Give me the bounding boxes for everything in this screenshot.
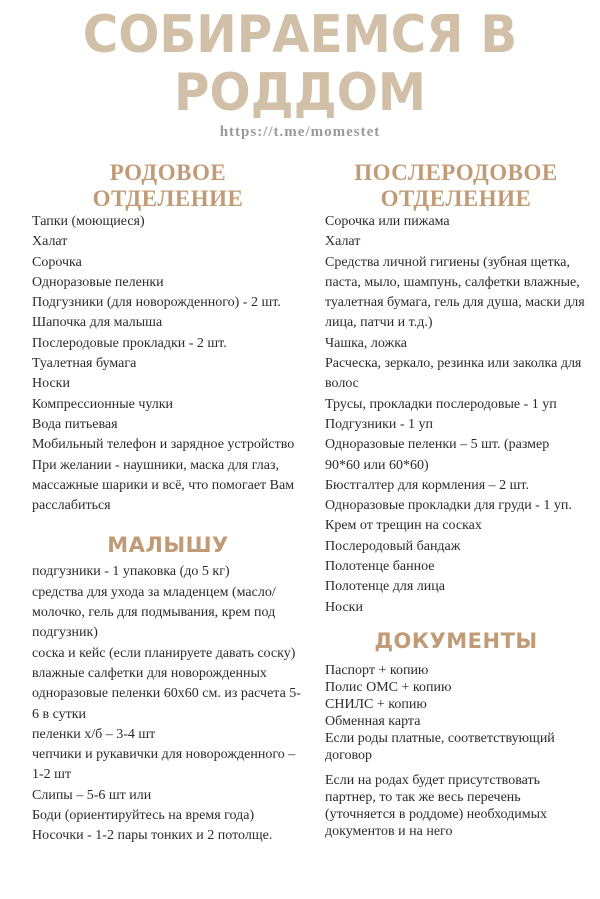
list-item: Халат xyxy=(32,234,68,250)
list-item: Носки xyxy=(32,376,70,392)
list-item: Вода питьевая xyxy=(32,416,118,432)
list-item: Если роды платные, соответствующий договор xyxy=(325,730,555,763)
list-item: Халат xyxy=(325,234,361,250)
list-item: Носочки - 1-2 пары тонких и 2 потолще. xyxy=(32,828,273,844)
labor-ward-list xyxy=(32,212,304,516)
list-item: Чашка, ложка xyxy=(325,335,408,351)
list-item: Послеродовый бандаж xyxy=(325,538,461,554)
list-item: соска и кейс (если планируете давать соску) xyxy=(32,645,296,661)
list-item: Паспорт + копию xyxy=(325,662,429,678)
baby-list xyxy=(32,562,304,846)
list-item: влажные салфетки для новорожденных xyxy=(32,665,267,681)
telegram-link[interactable]: https://t.me/momestet xyxy=(219,124,381,140)
page-title xyxy=(21,6,579,122)
list-item: чепчики и рукавички для новорожденного – 1-2 шт xyxy=(32,747,296,783)
list-item: Носки xyxy=(325,599,363,615)
left-column xyxy=(32,160,304,847)
list-item: одноразовые пеленки 60х60 см. из расчета 5-6 в сутки xyxy=(32,686,301,722)
list-item: СНИЛС + копию xyxy=(325,696,427,712)
list-item: Расческа, зеркало, резинка или заколка для волос xyxy=(325,356,582,392)
heading-baby: МАЛЫШУ xyxy=(107,533,229,558)
list-item: Шапочка для малыша xyxy=(32,315,163,331)
list-item: Мобильный телефон и зарядное устройство xyxy=(32,437,295,453)
documents-list xyxy=(325,662,587,764)
page-title-line-1: СОБИРАЕМСЯ В xyxy=(82,5,518,65)
heading-postpartum-ward-line-2: ОТДЕЛЕНИЕ xyxy=(380,186,532,211)
list-item: Компрессионные чулки xyxy=(32,396,174,412)
list-item: Послеродовые прокладки - 2 шт. xyxy=(32,335,227,351)
list-item: Полотенце для лица xyxy=(325,579,445,595)
heading-postpartum-ward xyxy=(325,160,587,212)
postpartum-list xyxy=(325,212,587,618)
list-item: Туалетная бумага xyxy=(32,356,137,372)
heading-documents: ДОКУМЕНТЫ xyxy=(374,628,538,653)
page-title-line-2: РОДДОМ xyxy=(174,63,426,123)
list-item: Крем от трещин на сосках xyxy=(325,518,482,534)
heading-labor-ward-line-2: ОТДЕЛЕНИЕ xyxy=(92,186,244,211)
list-item: пеленки х/б – 3-4 шт xyxy=(32,726,156,742)
list-item: Трусы, прокладки послеродовые - 1 уп xyxy=(325,396,557,412)
heading-labor-ward-line-1: РОДОВОЕ xyxy=(109,160,227,185)
list-item: Подгузники (для новорожденного) - 2 шт. xyxy=(32,295,281,311)
list-item: Слипы – 5-6 шт или xyxy=(32,787,152,803)
list-item: Одноразовые прокладки для груди - 1 уп. xyxy=(325,498,572,514)
list-item: Сорочка или пижама xyxy=(325,214,450,229)
list-item: Одноразовые пеленки xyxy=(32,274,164,290)
list-item: Полотенце банное xyxy=(325,559,435,575)
list-item: При желании - наушники, маска для глаз, массажные шарики и всё, что помогает Вам расслабиться xyxy=(32,457,295,514)
list-item: Средства личной гигиены (зубная щетка, паста, мыло, шампунь, салфетки влажные, туалетная бумага, гель для душа, маски для лица, патчи и т.д.) xyxy=(325,254,585,331)
list-item: Обменная карта xyxy=(325,713,421,729)
list-item: Полис ОМС + копию xyxy=(325,679,452,695)
heading-postpartum-ward-line-1: ПОСЛЕРОДОВОЕ xyxy=(354,160,558,185)
right-column xyxy=(325,160,587,840)
list-item: средства для ухода за младенцем (масло/молочко, гель для подмывания, крем под подгузник) xyxy=(32,584,276,641)
heading-labor-ward xyxy=(32,160,304,212)
list-item: Тапки (моющиеся) xyxy=(32,214,145,229)
list-item: Одноразовые пеленки – 5 шт. (размер 90*60 или 60*60) xyxy=(325,437,550,473)
list-item: Боди (ориентируйтесь на время года) xyxy=(32,808,255,824)
list-item: подгузники - 1 упаковка (до 5 кг) xyxy=(32,564,230,580)
list-item: Сорочка xyxy=(32,254,82,270)
partner-documents-note: Если на родах будет присутствовать партнер, то так же весь перечень (уточняется в роддоме) необходимых документов и на него xyxy=(325,772,548,839)
list-item: Подгузники - 1 уп xyxy=(325,416,434,432)
list-item: Бюстгалтер для кормления – 2 шт. xyxy=(325,477,529,493)
